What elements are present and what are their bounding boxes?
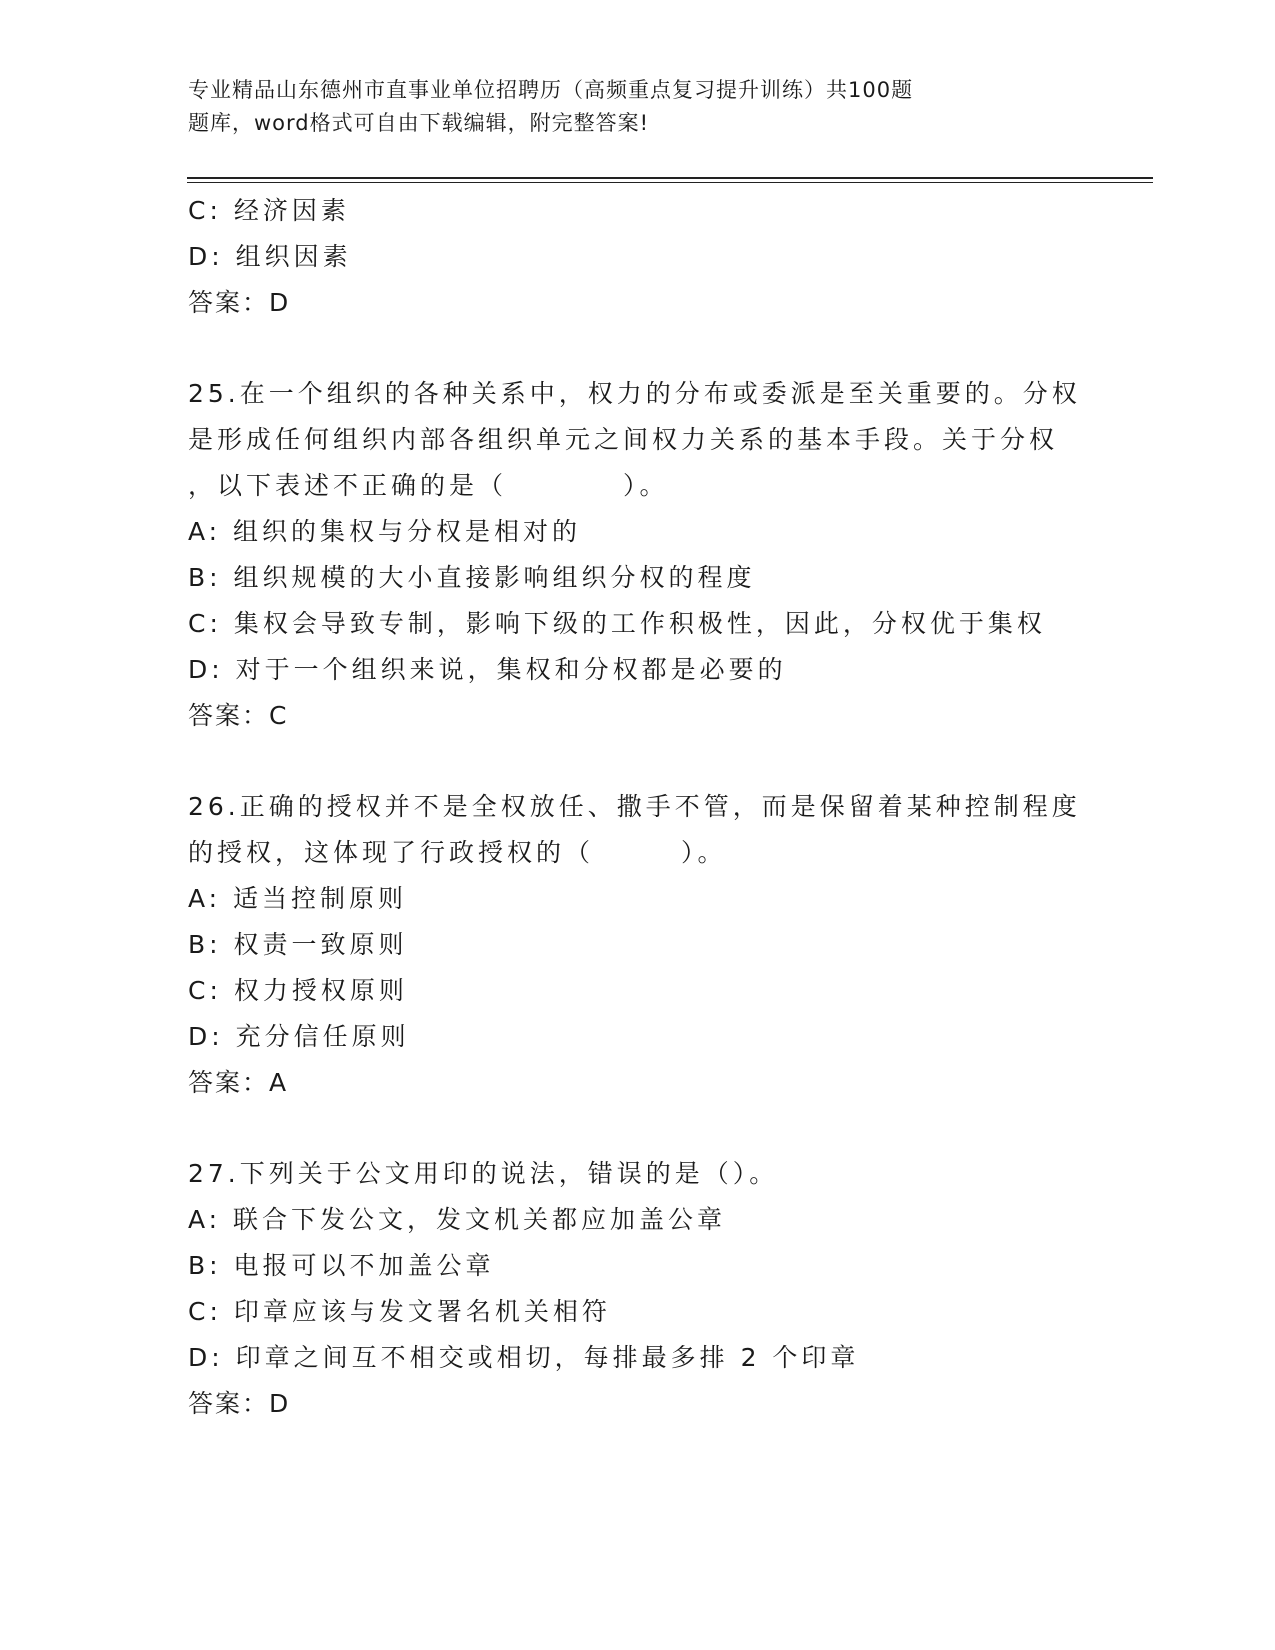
question-stem-line: ，以下表述不正确的是（ ）。 xyxy=(188,471,669,500)
question-stem-line: 27.下列关于公文用印的说法，错误的是（）。 xyxy=(188,1159,779,1188)
question-25 xyxy=(188,371,1081,739)
question-stem-line: 的授权，这体现了行政授权的（ ）。 xyxy=(188,838,727,867)
option-b: B: 电报可以不加盖公章 xyxy=(188,1251,495,1280)
question-stem-line: 是形成任何组织内部各组织单元之间权力关系的基本手段。关于分权 xyxy=(188,425,1059,454)
option-c: C: 印章应该与发文署名机关相符 xyxy=(188,1297,611,1326)
question-stem-line: 26.正确的授权并不是全权放任、撒手不管，而是保留着某种控制程度 xyxy=(188,792,1081,821)
option-d: D: 对于一个组织来说，集权和分权都是必要的 xyxy=(188,655,787,684)
header-divider-thick xyxy=(187,177,1153,179)
option-a: A: 组织的集权与分权是相对的 xyxy=(188,517,582,546)
answer-line: 答案：A xyxy=(188,1068,289,1097)
answer-line: 答案：C xyxy=(188,701,289,730)
header-title-line-1: 专业精品山东德州市直事业单位招聘历（高频重点复习提升训练）共100题 xyxy=(188,78,914,102)
option-d: D: 印章之间互不相交或相切，每排最多排 2 个印章 xyxy=(188,1343,860,1372)
question-27 xyxy=(188,1151,1068,1427)
question-26 xyxy=(188,784,1081,1106)
answer-line: 答案：D xyxy=(188,1389,291,1418)
option-a: A: 联合下发公文，发文机关都应加盖公章 xyxy=(188,1205,727,1234)
question-stem-line: 25.在一个组织的各种关系中，权力的分布或委派是至关重要的。分权 xyxy=(188,379,1081,408)
option-c: C: 集权会导致专制，影响下级的工作积极性，因此，分权优于集权 xyxy=(188,609,1046,638)
option-d: D: 组织因素 xyxy=(188,242,352,271)
option-b: B: 权责一致原则 xyxy=(188,930,408,959)
header-divider-thin xyxy=(187,182,1153,183)
document-header xyxy=(188,74,1028,140)
document-body xyxy=(188,188,1081,1427)
option-a: A: 适当控制原则 xyxy=(188,884,408,913)
previous-question-tail xyxy=(188,188,1068,326)
option-c: C: 权力授权原则 xyxy=(188,976,408,1005)
option-c: C: 经济因素 xyxy=(188,196,350,225)
option-d: D: 充分信任原则 xyxy=(188,1022,410,1051)
option-b: B: 组织规模的大小直接影响组织分权的程度 xyxy=(188,563,756,592)
answer-line: 答案：D xyxy=(188,288,291,317)
header-title-line-2: 题库，word格式可自由下载编辑，附完整答案! xyxy=(188,111,650,135)
